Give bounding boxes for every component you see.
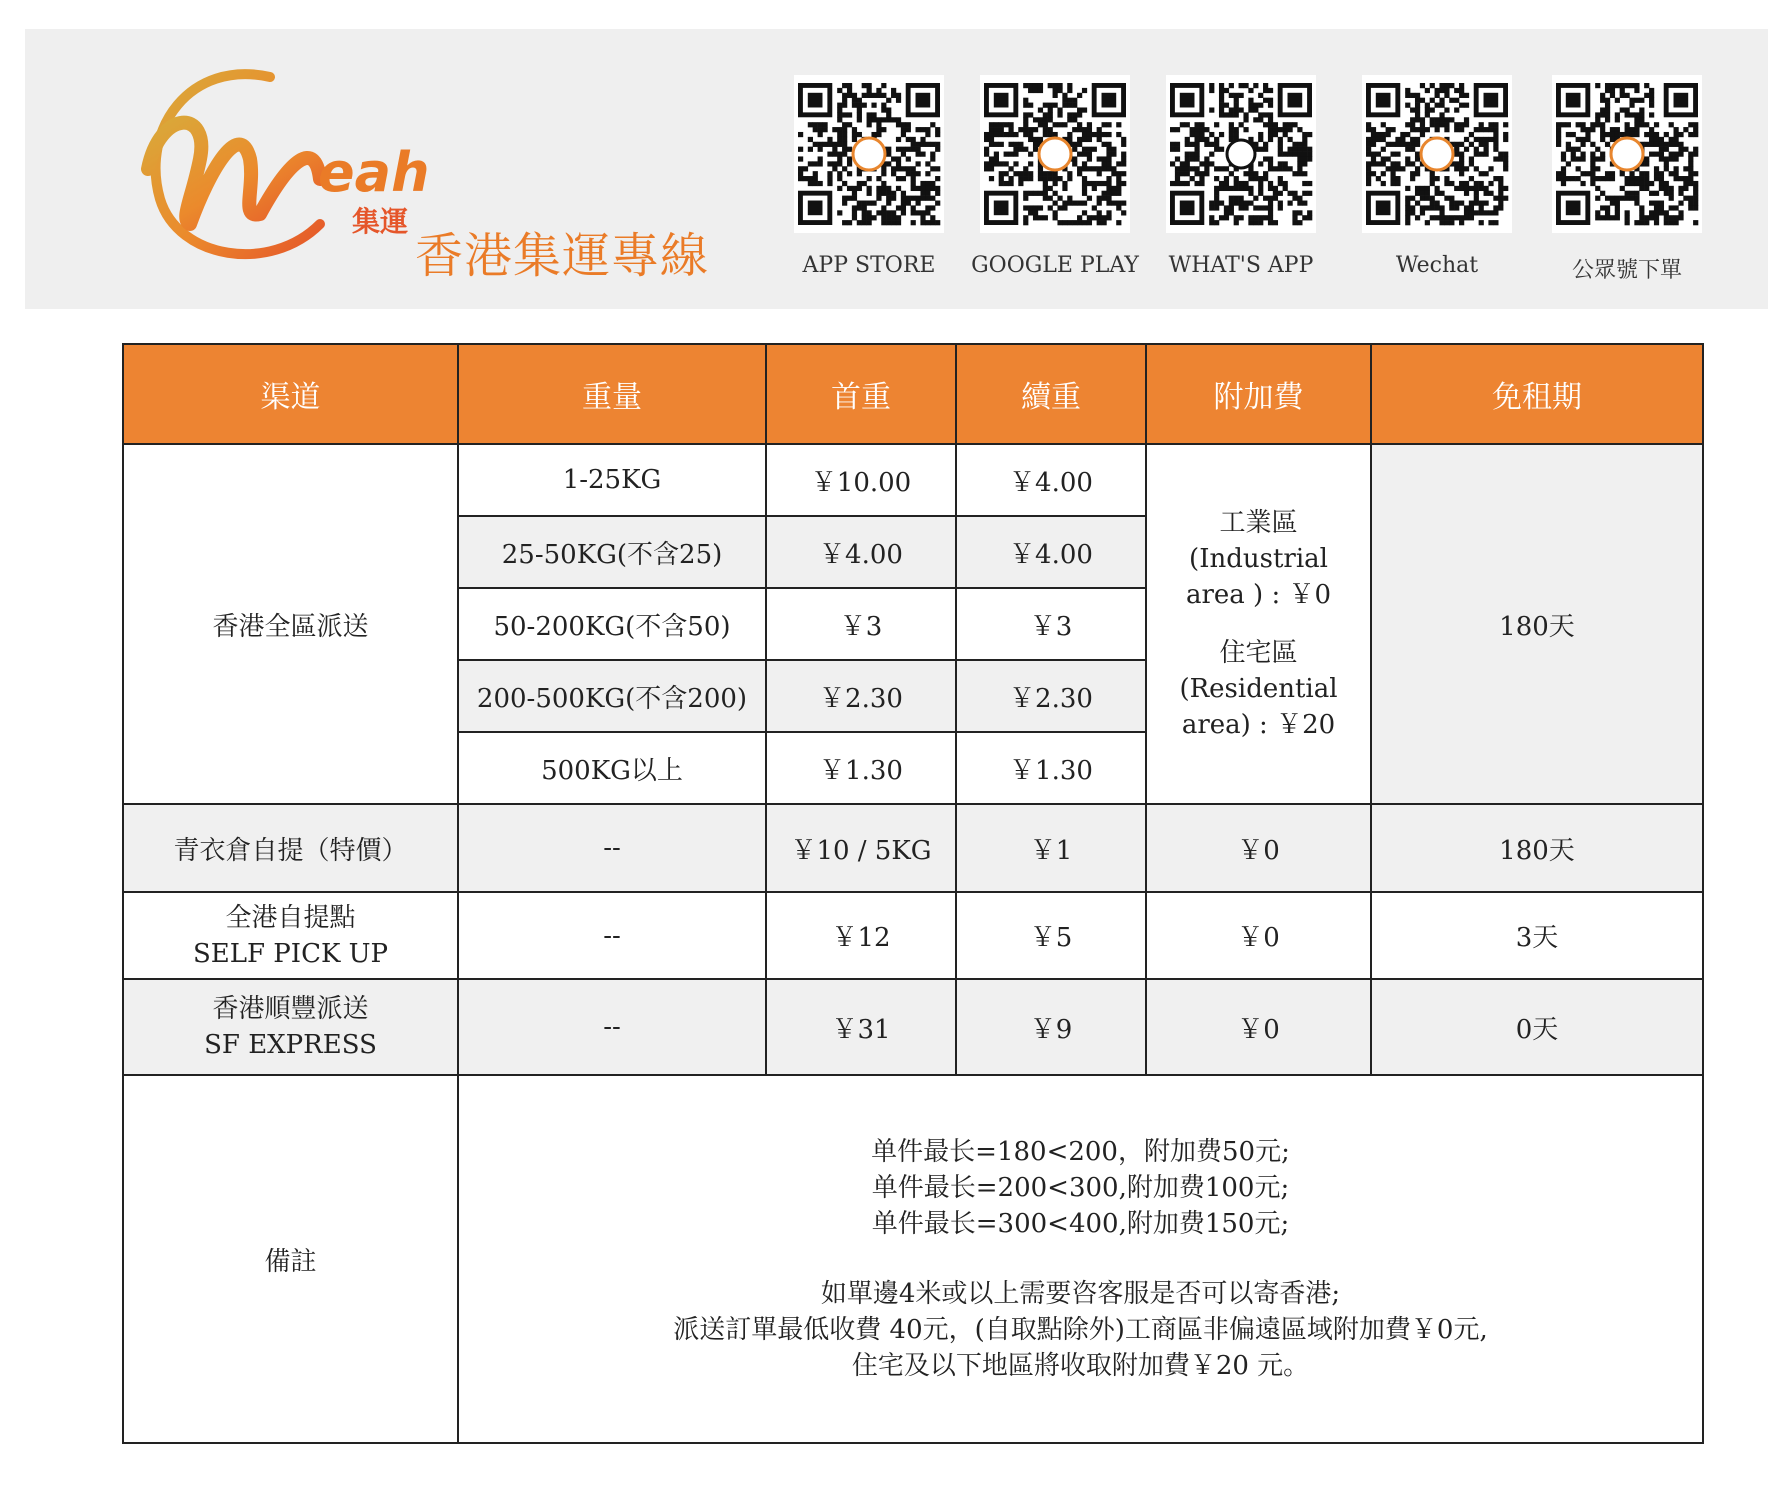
note-spacer [465,1242,1696,1276]
qr-code-whatsapp-icon[interactable] [1166,75,1316,233]
slogan: 香港集運專線 [415,228,710,284]
surcharge-cell: ￥0 [1146,892,1371,979]
surcharge-line: area ) : ￥0 [1185,580,1332,610]
free-period-cell: 3天 [1371,892,1703,979]
channel-cell: 香港全區派送 [123,444,458,804]
free-period-cell: 180天 [1371,444,1703,804]
note-line: 单件最长=200<300,附加费100元; [871,1173,1290,1203]
header-first-weight: 首重 [766,344,956,444]
qr-label-official-account: 公眾號下單 [1571,258,1682,283]
note-line: 派送訂單最低收費 40元，(自取點除外)工商區非偏遠區域附加費￥0元, [673,1315,1488,1345]
qr-code-google-play-icon[interactable] [980,75,1130,233]
qr-label-whatsapp: WHAT'S APP [1168,253,1314,278]
notes-row [123,1075,1703,1443]
qr-code-app-store-icon[interactable] [794,75,944,233]
weight-cell: 1-25KG [458,444,766,516]
qr-label-google-play: GOOGLE PLAY [971,253,1139,278]
header-extra-weight: 續重 [956,344,1146,444]
weight-cell: 200-500KG(不含200) [458,660,766,732]
note-line: 如單邊4米或以上需要咨客服是否可以寄香港; [820,1279,1341,1309]
first-weight-cell: ￥1.30 [766,732,956,804]
brand-logo [120,49,450,279]
first-weight-cell: ￥10 / 5KG [766,804,956,892]
table-row [123,892,1703,979]
channel-cell [123,979,458,1075]
table-row [123,444,1703,516]
rate-table [122,343,1704,1444]
header-channel: 渠道 [123,344,458,444]
first-weight-cell: ￥12 [766,892,956,979]
notes-content [458,1075,1703,1443]
weight-cell: -- [458,979,766,1075]
notes-label: 備註 [123,1075,458,1443]
header-surcharge: 附加費 [1146,344,1371,444]
free-period-cell: 0天 [1371,979,1703,1075]
extra-weight-cell: ￥3 [956,588,1146,660]
logo-text: eah [318,141,430,204]
surcharge-cell: ￥0 [1146,804,1371,892]
surcharge-cell: ￥0 [1146,979,1371,1075]
table-header-row [123,344,1703,444]
surcharge-line: area) : ￥20 [1181,710,1336,740]
note-line: 住宅及以下地區將收取附加費￥20 元。 [851,1351,1310,1381]
header-free-period: 免租期 [1371,344,1703,444]
surcharge-line: (Industrial [1189,544,1328,574]
channel-cell [123,892,458,979]
first-weight-cell: ￥10.00 [766,444,956,516]
qr-label-wechat: Wechat [1395,253,1479,278]
weight-cell: 500KG以上 [458,732,766,804]
qr-label-app-store: APP STORE [802,253,936,278]
header-banner [25,29,1768,309]
qr-code-official-account-icon[interactable] [1552,75,1702,233]
weight-cell: -- [458,892,766,979]
qr-code-wechat-icon[interactable] [1362,75,1512,233]
table-row [123,979,1703,1075]
first-weight-cell: ￥4.00 [766,516,956,588]
surcharge-line: (Residential [1179,674,1338,704]
table-row [123,804,1703,892]
surcharge-cell [1146,444,1371,804]
first-weight-cell: ￥31 [766,979,956,1075]
free-period-cell: 180天 [1371,804,1703,892]
extra-weight-cell: ￥1.30 [956,732,1146,804]
extra-weight-cell: ￥4.00 [956,444,1146,516]
header-weight: 重量 [458,344,766,444]
note-line: 单件最长=300<400,附加费150元; [871,1209,1290,1239]
surcharge-line: 工業區 [1219,508,1298,538]
channel-name: 全港自提點 [225,902,356,933]
channel-name: 香港順豐派送 [212,994,369,1024]
extra-weight-cell: ￥9 [956,979,1146,1075]
channel-name-en: SELF PICK UP [192,938,389,969]
note-line: 单件最长=180<200，附加费50元; [871,1137,1290,1167]
channel-cell: 青衣倉自提（特價） [123,804,458,892]
first-weight-cell: ￥3 [766,588,956,660]
weight-cell: 25-50KG(不含25) [458,516,766,588]
extra-weight-cell: ￥5 [956,892,1146,979]
extra-weight-cell: ￥1 [956,804,1146,892]
surcharge-line: 住宅區 [1219,638,1298,668]
logo-subtext: 集運 [352,205,409,238]
weight-cell: 50-200KG(不含50) [458,588,766,660]
first-weight-cell: ￥2.30 [766,660,956,732]
extra-weight-cell: ￥4.00 [956,516,1146,588]
channel-name-en: SF EXPRESS [204,1030,377,1060]
weight-cell: -- [458,804,766,892]
extra-weight-cell: ￥2.30 [956,660,1146,732]
